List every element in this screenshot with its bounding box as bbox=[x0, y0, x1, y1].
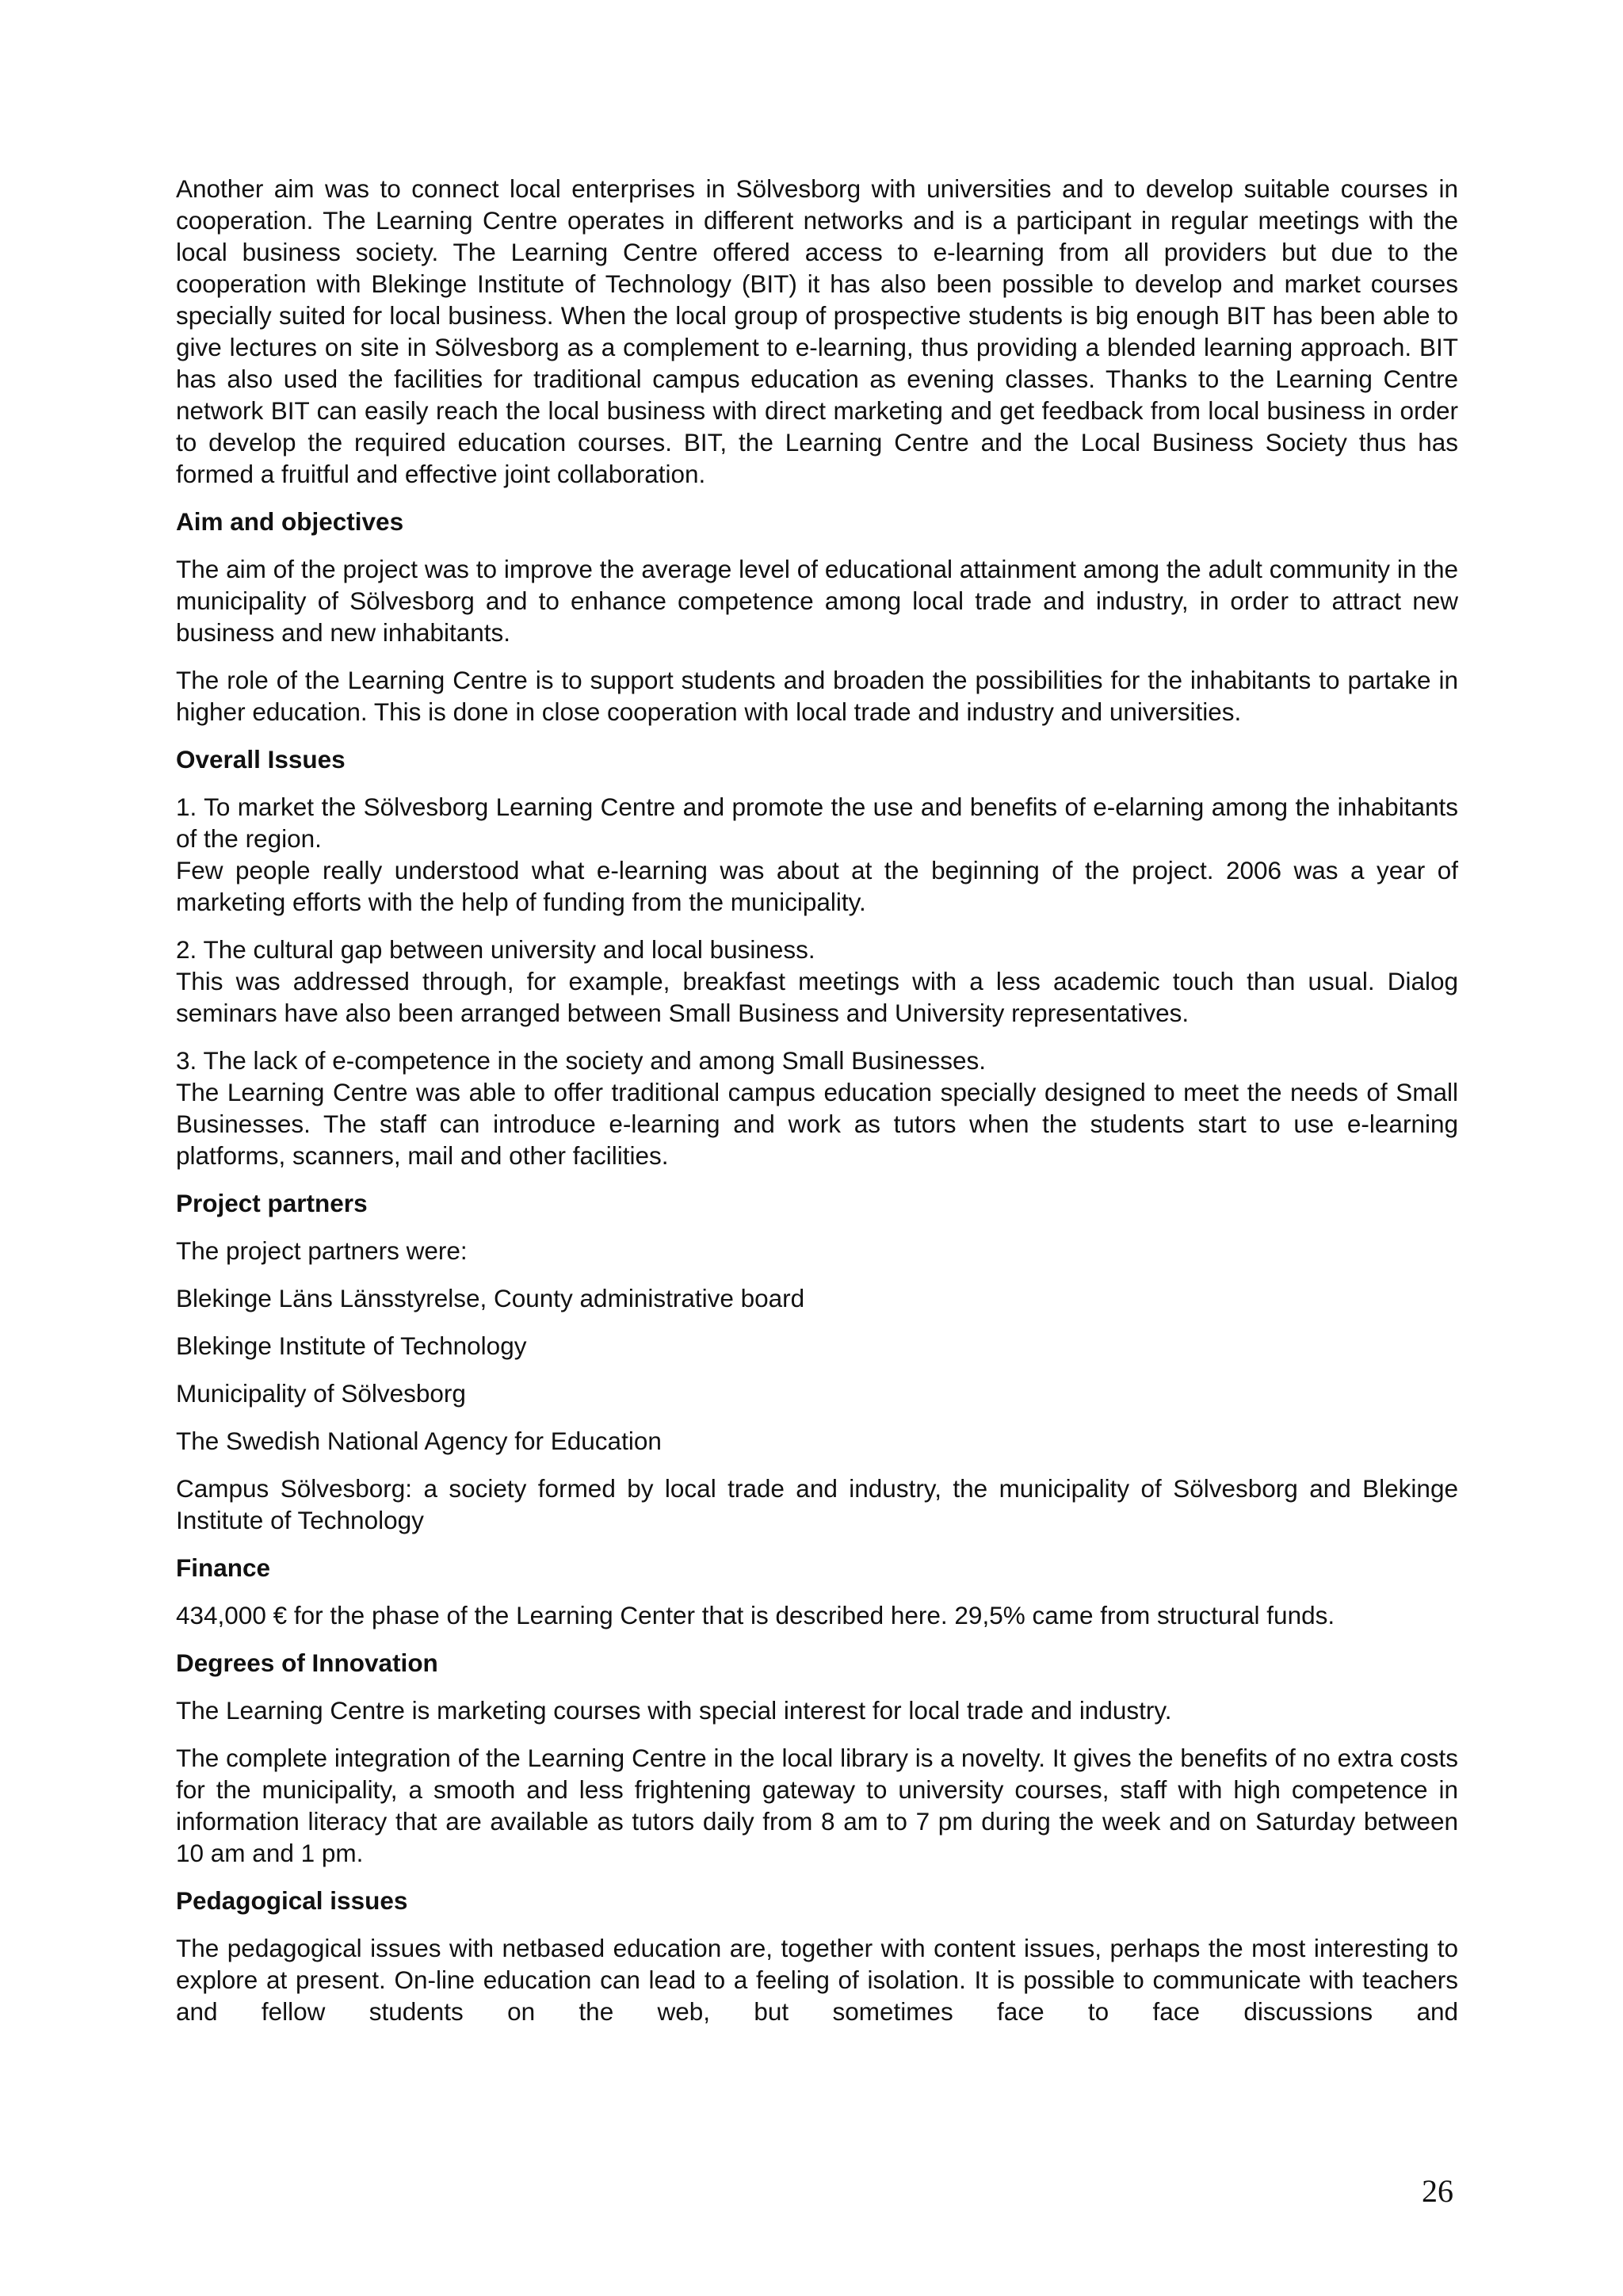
partner-item: Municipality of Sölvesborg bbox=[176, 1379, 466, 1408]
pedagogical-paragraph-1: The pedagogical issues with netbased education are, together with content issues, perhaps the most interesting to explore at present. On-line education can lead to a feeling of isolation. It is possible to communicate with teachers and fellow students on the web, but sometimes face to face discussions and bbox=[176, 1934, 1458, 2026]
partner-item: The Swedish National Agency for Education bbox=[176, 1427, 662, 1455]
partners-intro: The project partners were: bbox=[176, 1236, 468, 1265]
issue-title: 3. The lack of e-competence in the society and among Small Businesses. bbox=[176, 1046, 986, 1075]
partners-heading: Project partners bbox=[176, 1189, 368, 1217]
issue-title: 1. To market the Sölvesborg Learning Centre and promote the use and benefits of e-elarning among the inhabitants of the region. bbox=[176, 793, 1458, 853]
intro-paragraph: Another aim was to connect local enterprises in Sölvesborg with universities and to develop suitable courses in cooperation. The Learning Centre operates in different networks and is a participant in regular meetings with the local business society. The Learning Centre offered access to e-learning from all providers but due to the cooperation with Blekinge Institute of Technology (BIT) it has also been possible to develop and market courses specially suited for local business. When the local group of prospective students is big enough BIT has been able to give lectures on site in Sölvesborg as a complement to e-learning, thus providing a blended learning approach. BIT has also used the facilities for traditional campus education as evening classes. Thanks to the Learning Centre network BIT can easily reach the local business with direct marketing and get feedback from local business in order to develop the required education courses. BIT, the Learning Centre and the Local Business Society thus has formed a fruitful and effective joint collaboration. bbox=[176, 174, 1458, 488]
issue-body: The Learning Centre was able to offer traditional campus education specially designed to meet the needs of Small Businesses. The staff can introduce e-learning and work as tutors when the students start to use e-learning platforms, scanners, mail and other facilities. bbox=[176, 1078, 1458, 1170]
pedagogical-heading: Pedagogical issues bbox=[176, 1886, 408, 1915]
issues-heading: Overall Issues bbox=[176, 745, 346, 774]
issue-body: Few people really understood what e-learning was about at the beginning of the project. 2006 was a year of marketing efforts with the help of funding from the municipality. bbox=[176, 856, 1458, 916]
issue-item-2 bbox=[176, 934, 1458, 1029]
partner-item: Campus Sölvesborg: a society formed by local trade and industry, the municipality of Sölvesborg and Blekinge Institute of Technology bbox=[176, 1474, 1458, 1534]
page-number: 26 bbox=[1422, 2173, 1453, 2209]
aim-paragraph-1: The aim of the project was to improve the average level of educational attainment among the adult community in the municipality of Sölvesborg and to enhance competence among local trade and industry, in order to attract new business and new inhabitants. bbox=[176, 555, 1458, 647]
aim-heading: Aim and objectives bbox=[176, 507, 404, 536]
innovation-heading: Degrees of Innovation bbox=[176, 1648, 438, 1677]
finance-heading: Finance bbox=[176, 1553, 271, 1582]
issue-item-1 bbox=[176, 791, 1458, 918]
issue-body: This was addressed through, for example, breakfast meetings with a less academic touch than usual. Dialog seminars have also been arranged between Small Business and University representatives. bbox=[176, 967, 1458, 1027]
partner-item: Blekinge Läns Länsstyrelse, County administrative board bbox=[176, 1284, 805, 1312]
page-body bbox=[176, 173, 1458, 2043]
partner-item: Blekinge Institute of Technology bbox=[176, 1331, 527, 1360]
innovation-paragraph-2: The complete integration of the Learning Centre in the local library is a novelty. It gives the benefits of no extra costs for the municipality, a smooth and less frightening gateway to university courses, staff with high competence in information literacy that are available as tutors daily from 8 am to 7 pm during the week and on Saturday between 10 am and 1 pm. bbox=[176, 1744, 1458, 1867]
issue-item-3 bbox=[176, 1045, 1458, 1171]
innovation-paragraph-1: The Learning Centre is marketing courses with special interest for local trade and industry. bbox=[176, 1696, 1172, 1725]
finance-paragraph: 434,000 € for the phase of the Learning Center that is described here. 29,5% came from structural funds. bbox=[176, 1601, 1335, 1629]
issue-title: 2. The cultural gap between university and local business. bbox=[176, 935, 815, 964]
aim-paragraph-2: The role of the Learning Centre is to support students and broaden the possibilities for the inhabitants to partake in higher education. This is done in close cooperation with local trade and industry and universities. bbox=[176, 666, 1458, 726]
